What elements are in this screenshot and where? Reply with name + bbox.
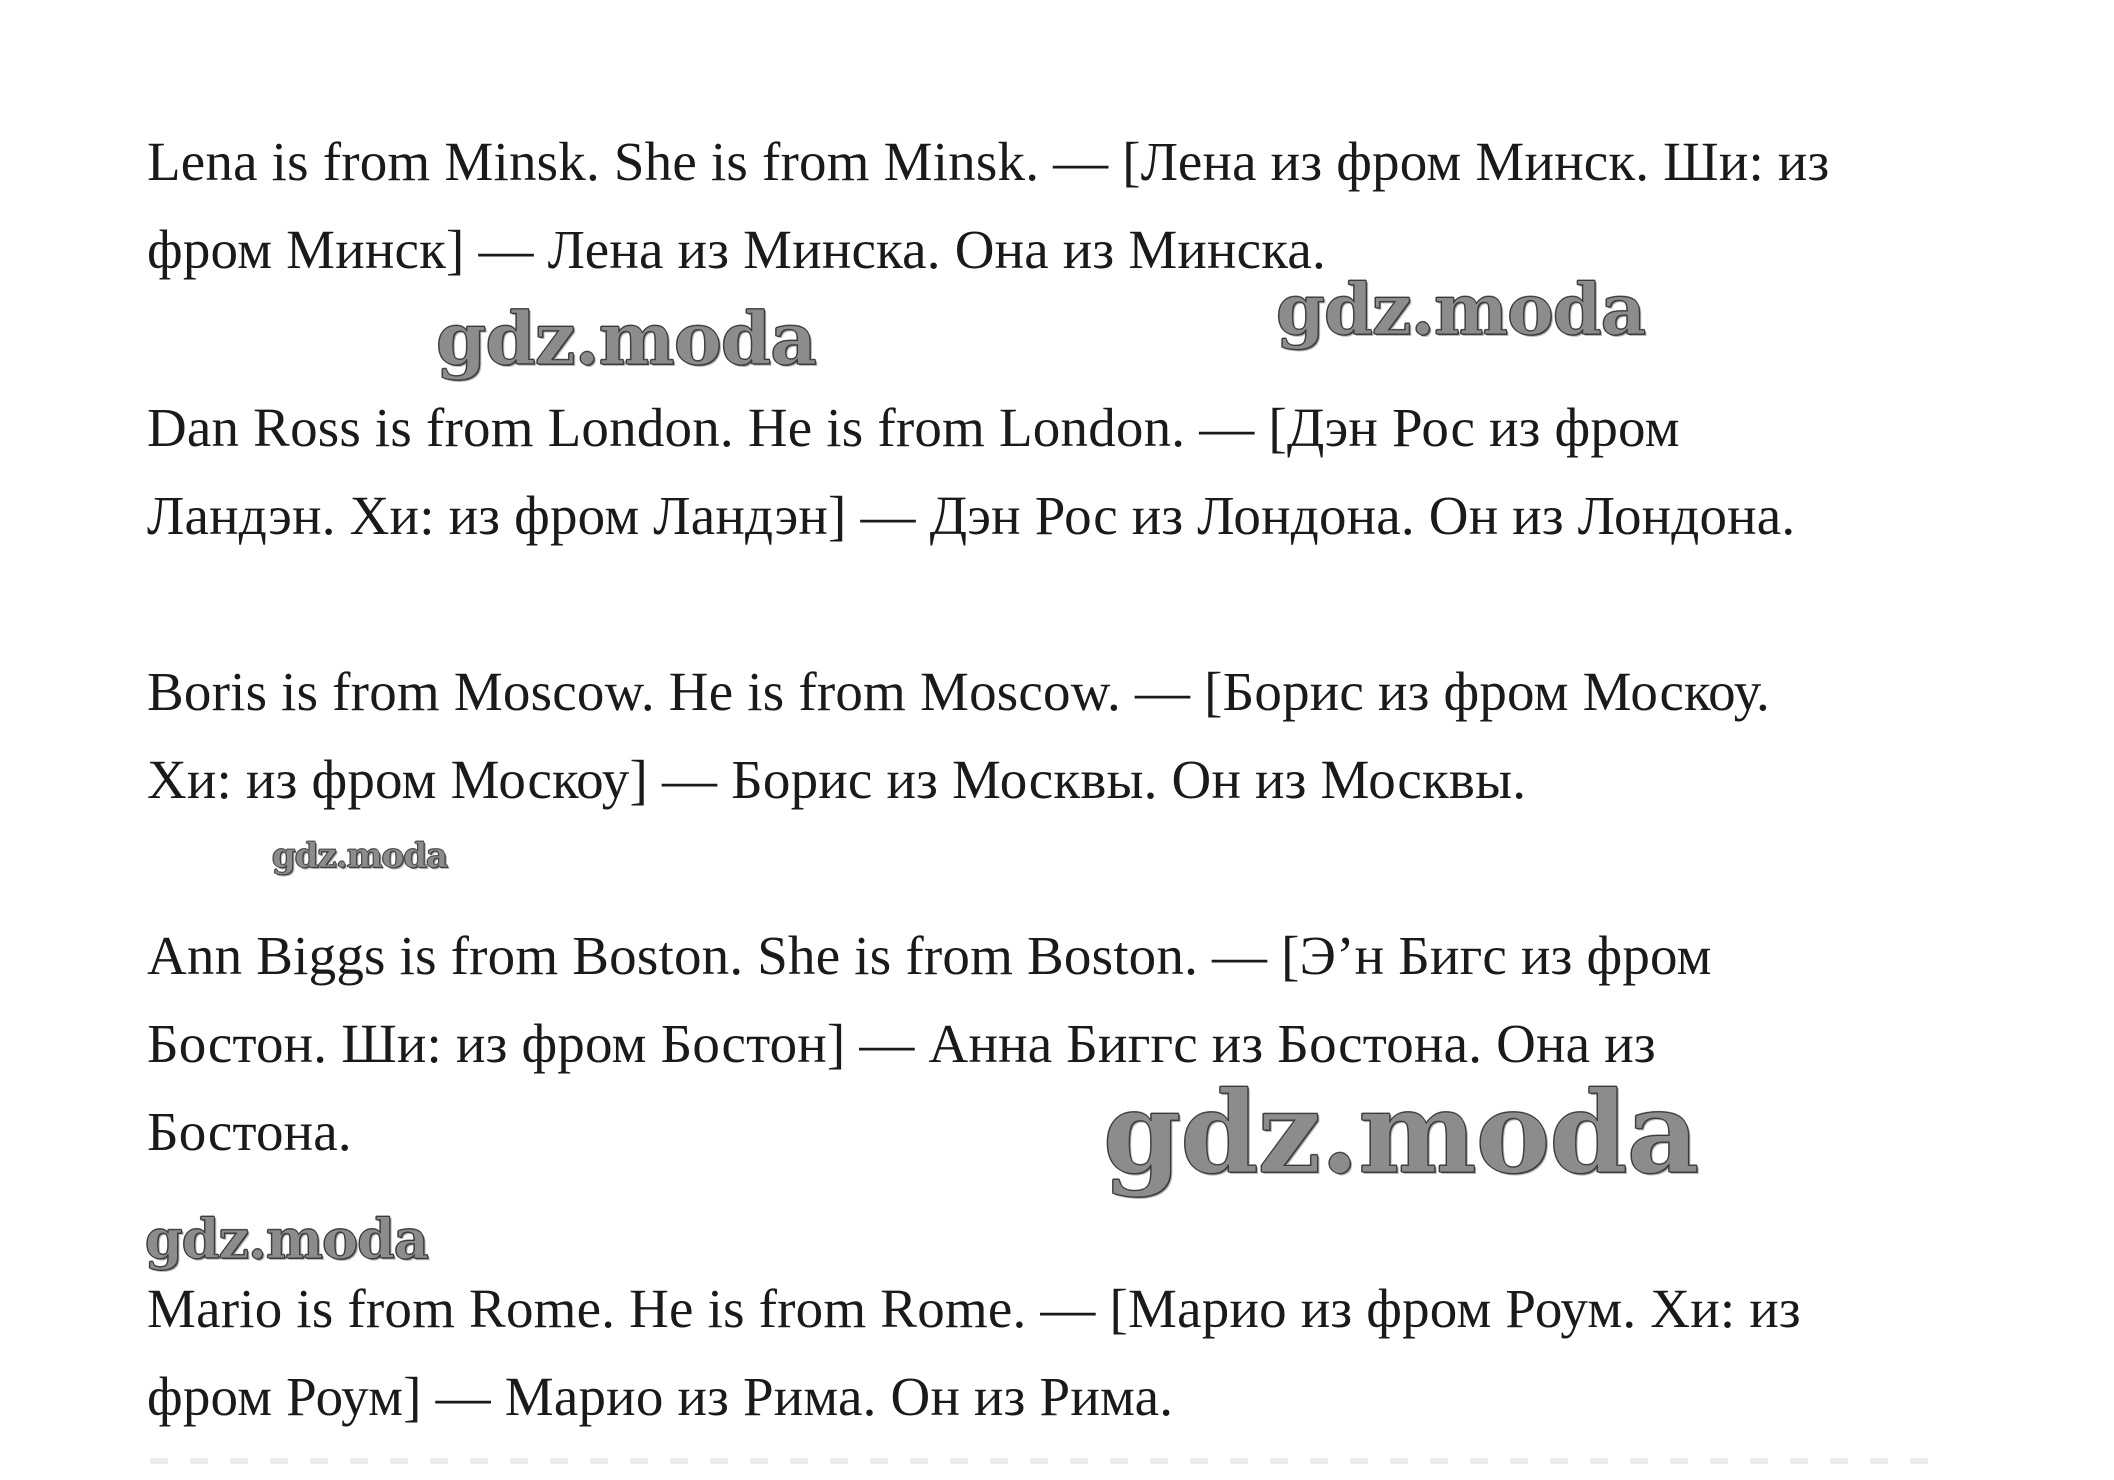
watermark: gdz.moda [1103, 1068, 1699, 1199]
text-line: Хи: из фром Москоу] — Борис из Москвы. Он из Москвы. [147, 749, 1527, 810]
text-line: Бостона. [147, 1101, 352, 1162]
paragraph-lena [147, 118, 1987, 294]
cropped-next-line [150, 1458, 1930, 1464]
paragraph-dan-ross [147, 384, 1987, 560]
paragraph-boris [147, 648, 1987, 824]
text-line: Mario is from Rome. He is from Rome. — [Марио из фром Роум. Хи: из [147, 1278, 1801, 1339]
text-line: Boris is from Moscow. He is from Moscow. — [Борис из фром Москоу. [147, 661, 1770, 722]
text-line: Ландэн. Хи: из фром Ландэн] — Дэн Рос из Лондона. Он из Лондона. [147, 485, 1796, 546]
paragraph-ann-biggs [147, 912, 1987, 1176]
watermark: gdz.moda [145, 1207, 428, 1271]
text-line: фром Минск] — Лена из Минска. Она из Минска. [147, 219, 1326, 280]
paragraph-mario [147, 1265, 1987, 1441]
text-line: Бостон. Ши: из фром Бостон] — Анна Биггс из Бостона. Она из [147, 1013, 1656, 1074]
text-line: Ann Biggs is from Boston. She is from Boston. — [Э’н Бигс из фром [147, 925, 1712, 986]
text-line: Lena is from Minsk. She is from Minsk. — [Лена из фром Минск. Ши: из [147, 131, 1830, 192]
watermark: gdz.moda [436, 296, 816, 381]
watermark: gdz.moda [272, 836, 448, 876]
text-line: Dan Ross is from London. He is from London. — [Дэн Рос из фром [147, 397, 1680, 458]
text-line: фром Роум] — Марио из Рима. Он из Рима. [147, 1366, 1174, 1427]
watermark: gdz.moda [1276, 268, 1646, 351]
